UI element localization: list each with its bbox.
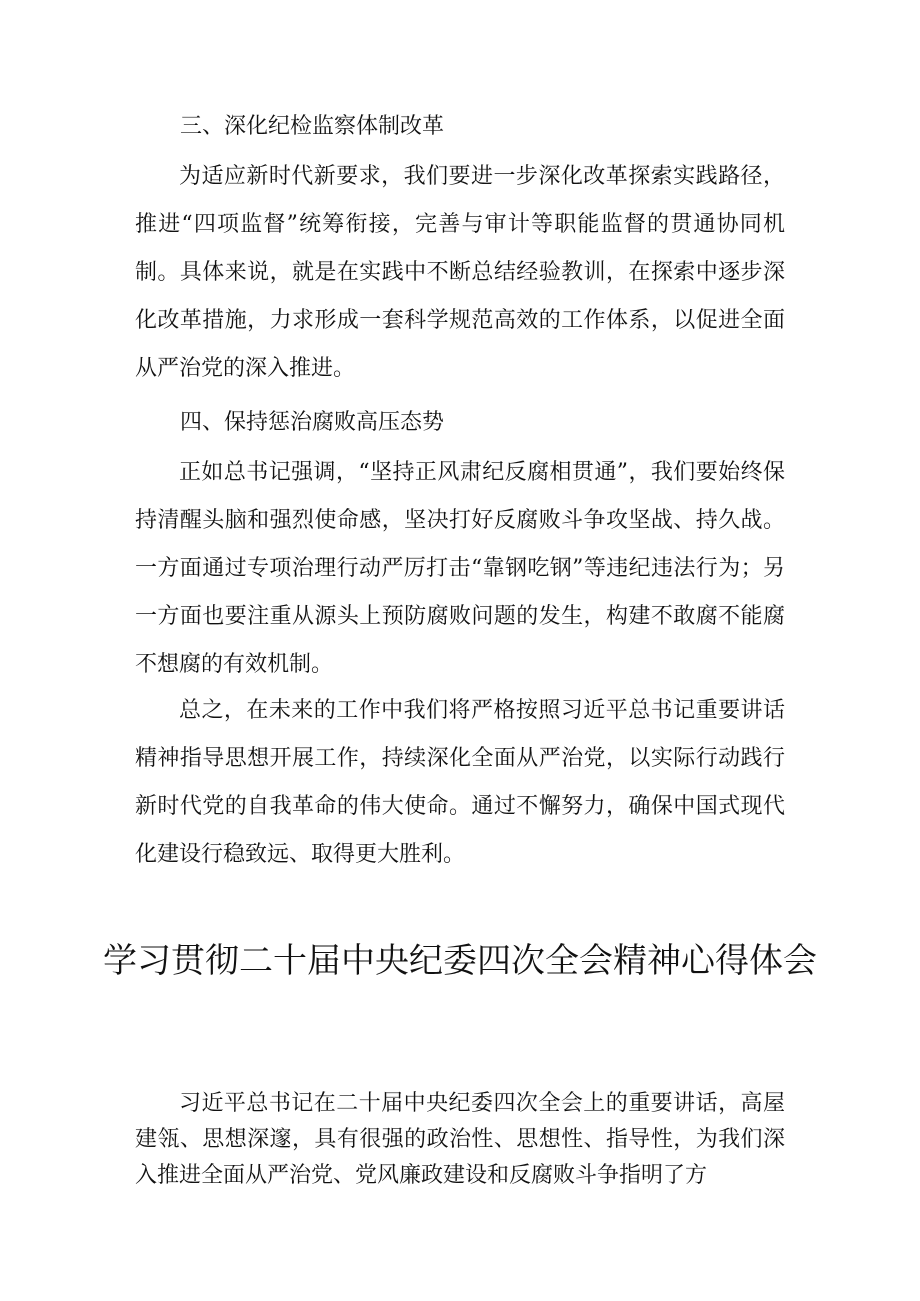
body-paragraph-2: 正如总书记强调，“坚持正风肃纪反腐相贯通”，我们要始终保持清醒头脑和强烈使命感，坚决打好反腐败斗争攻坚战、持久战。一方面通过专项治理行动严厉打击“靠钢吃钢”等违纪违法行为；另一方面也要注重从源头上预防腐败问题的发生，构建不敢腐不能腐不想腐的有效机制。	[135, 460, 785, 677]
article-intro-paragraph: 习近平总书记在二十届中央纪委四次全会上的重要讲话，高屋建瓴、思想深邃，具有很强的政治性、思想性、指导性，为我们深入推进全面从严治党、党风廉政建设和反腐败斗争指明了方	[135, 1091, 785, 1188]
body-paragraph-1: 为适应新时代新要求，我们要进一步深化改革探索实践路径，推进“四项监督”统筹衔接，完善与审计等职能监督的贯通协同机制。具体来说，就是在实践中不断总结经验教训，在探索中逐步深化改革措施，力求形成一套科学规范高效的工作体系，以促进全面从严治党的深入推进。	[135, 164, 785, 381]
section-heading-4: 四、保持惩治腐败高压态势	[180, 410, 445, 435]
article-title: 学习贯彻二十届中央纪委四次全会精神心得体会	[103, 941, 817, 981]
section-heading-3: 三、深化纪检监察体制改革	[180, 114, 445, 139]
body-paragraph-3: 总之，在未来的工作中我们将严格按照习近平总书记重要讲话精神指导思想开展工作，持续深化全面从严治党，以实际行动践行新时代党的自我革命的伟大使命。通过不懈努力，确保中国式现代化建设行稳致远、取得更大胜利。	[135, 698, 785, 867]
